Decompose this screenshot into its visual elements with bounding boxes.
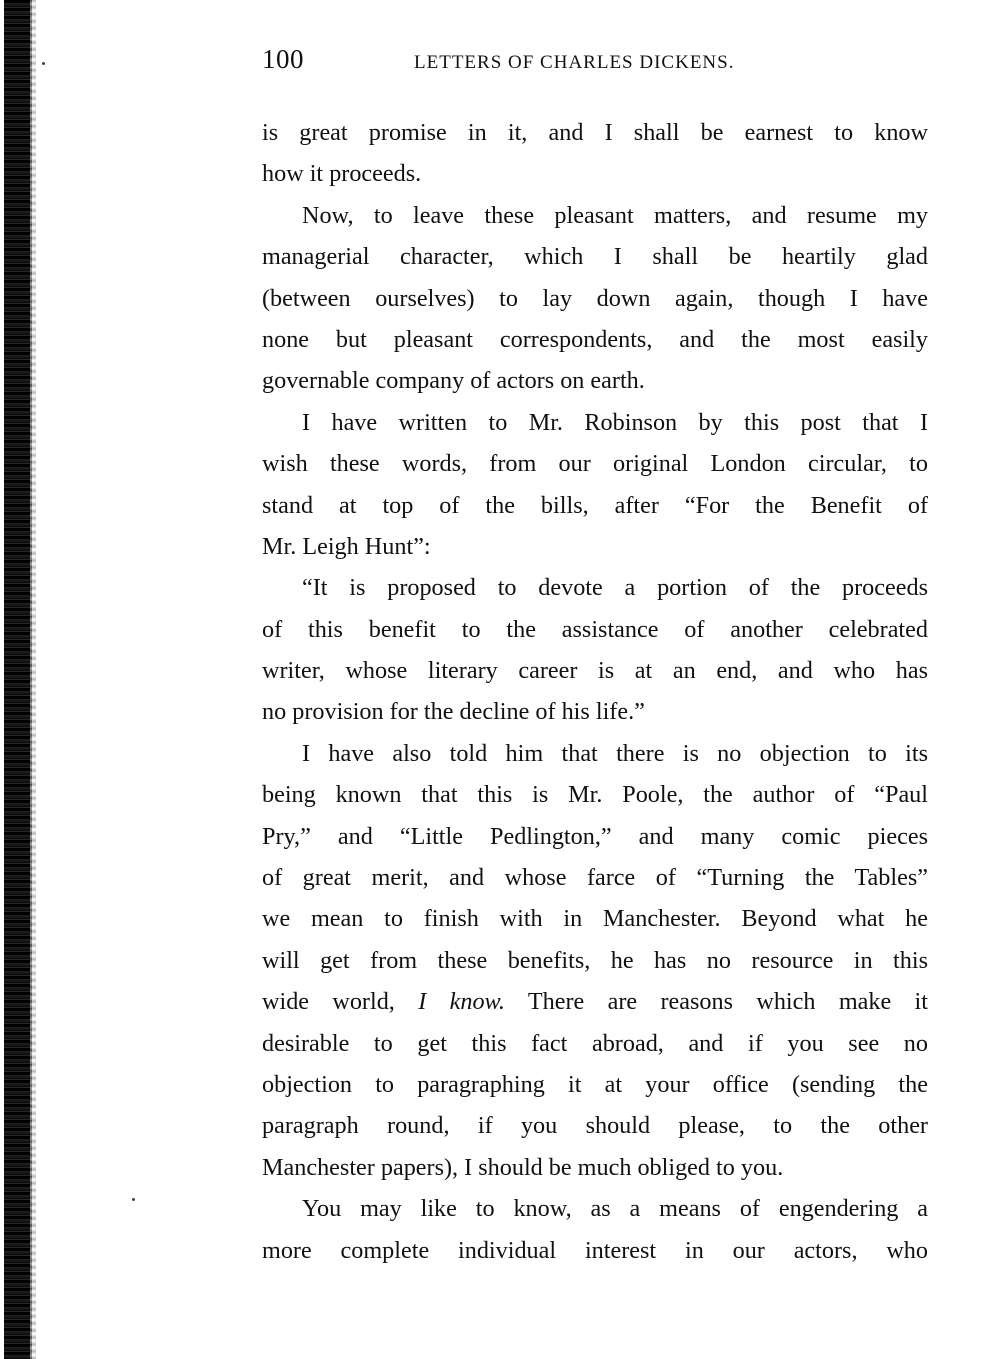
text-line: how it proceeds. (262, 160, 422, 188)
text-line: I have written to Mr. Robinson by this post that I (302, 408, 928, 436)
book-binding-edge (4, 0, 32, 1359)
text-line: objection to paragraphing it at your office (sending the (262, 1070, 928, 1098)
text-line: paragraph round, if you should please, to the other (262, 1112, 928, 1140)
text-line: Mr. Leigh Hunt”: (262, 532, 431, 560)
text-line: managerial character, which I shall be heartily glad (262, 243, 928, 271)
text-line: being known that this is Mr. Poole, the author of “Paul (262, 781, 928, 809)
text-line: wish these words, from our original London circular, to (262, 450, 928, 478)
running-title: LETTERS OF CHARLES DICKENS. (414, 52, 735, 73)
text-line: is great promise in it, and I shall be earnest to know (262, 119, 928, 146)
text-line: no provision for the decline of his life.” (262, 698, 645, 726)
page-number: 100 (262, 44, 304, 74)
text-line: governable company of actors on earth. (262, 367, 645, 395)
text-line: wide world, I know. There are reasons which make it (262, 988, 928, 1016)
text-line: “It is proposed to devote a portion of the proceeds (302, 574, 928, 602)
text-line: Pry,” and “Little Pedlington,” and many comic pieces (262, 822, 928, 850)
text-line: none but pleasant correspondents, and the most easily (262, 325, 928, 353)
body-text (262, 112, 928, 1271)
text-line: stand at top of the bills, after “For the Benefit of (262, 491, 928, 519)
text-line: Manchester papers), I should be much obliged to you. (262, 1153, 784, 1181)
text-line: of great merit, and whose farce of “Turning the Tables” (262, 864, 928, 892)
text-line: (between ourselves) to lay down again, though I have (262, 284, 928, 312)
text-line: writer, whose literary career is at an end, and who has (262, 657, 928, 685)
text-line: will get from these benefits, he has no resource in this (262, 946, 928, 974)
text-line: You may like to know, as a means of engendering a (302, 1195, 928, 1223)
page-gutter-shadow (30, 0, 36, 1359)
text-line: more complete individual interest in our actors, who (262, 1236, 928, 1264)
text-line: I have also told him that there is no objection to its (302, 739, 928, 767)
italic-emphasis: I know. (418, 988, 505, 1016)
text-line: desirable to get this fact abroad, and if you see no (262, 1029, 928, 1057)
text-line: we mean to finish with in Manchester. Beyond what he (262, 905, 928, 933)
scan-speck (42, 62, 45, 65)
running-header (262, 44, 932, 80)
text-line: of this benefit to the assistance of another celebrated (262, 615, 928, 643)
text-line: Now, to leave these pleasant matters, and resume my (302, 201, 928, 229)
scan-speck (132, 1198, 135, 1201)
